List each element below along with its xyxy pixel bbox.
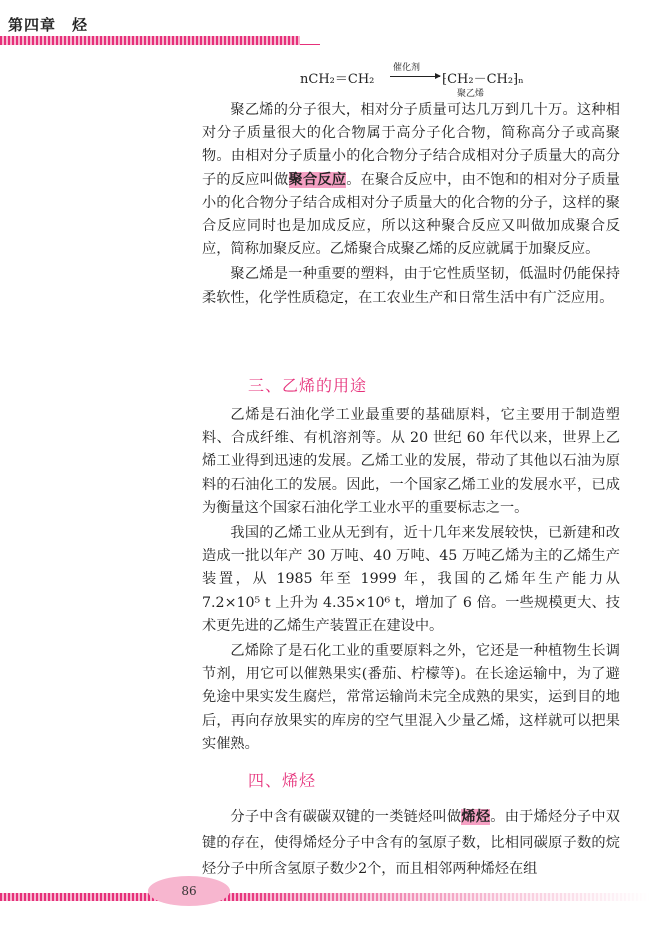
polymer-section xyxy=(202,99,620,310)
ethylene-uses-section xyxy=(202,404,620,756)
footer-decorative-bar xyxy=(0,893,650,901)
paragraph: 乙烯除了是石化工业的重要原料之外，它还是一种植物生长调节剂，用它可以催熟果实(番茄、柠檬等)。在长途运输中，为了避免途中果实发生腐烂，常常运输尚未完全成熟的果实，运到目的地后，再向存放果实的库房的空气里混入少量乙烯，这样就可以把果实催熟。 xyxy=(202,643,620,752)
alkene-section xyxy=(202,804,620,882)
text-run: 。在聚合反应中，由不饱和的相对分子质量小的化合物分子结合成相对分子质量大的化合物的分子，这样的聚合反应同时也是加成反应，所以这种聚合反应又叫做加成聚合反应，简称加聚反应。乙烯聚合成聚乙烯的反应就属于加聚反应。 xyxy=(202,171,620,258)
polymerization-equation xyxy=(300,63,560,100)
paragraph: 我国的乙烯工业从无到有，近十几年来发展较快，已新建和改造成一批以年产 30 万吨、40 万吨、45 万吨乙烯为主的乙烯生产装置，从 1985 年至 1999 年，我国的乙烯年生产能力从 7.2×10⁵ t 上升为 4.35×10⁶ t，增加了 6 倍。一些规模更大、技术更先进的乙烯生产装置正在建设中。 xyxy=(202,525,620,634)
header-rule xyxy=(300,44,320,45)
equation-product-name: 聚乙烯 xyxy=(457,89,485,99)
page-number-badge xyxy=(148,876,230,906)
equation-reactant: nCH₂＝CH₂ xyxy=(300,72,375,87)
equation-product: ⁅CH₂－CH₂⁆ₙ xyxy=(442,72,524,87)
header-decorative-bar xyxy=(0,36,300,45)
equation-catalyst: 催化剂 xyxy=(393,63,421,73)
page-number: 86 xyxy=(181,884,197,898)
paragraph: 聚乙烯是一种重要的塑料，由于它性质坚韧，低温时仍能保持柔软性，化学性质稳定，在工农业生产和日常生活中有广泛应用。 xyxy=(202,266,620,306)
key-term-alkene: 烯烃 xyxy=(461,809,491,825)
key-term-polymerization: 聚合反应 xyxy=(288,171,347,188)
chapter-title: 第四章 烃 xyxy=(8,16,89,34)
section-heading: 三、乙烯的用途 xyxy=(248,376,368,395)
paragraph xyxy=(202,99,620,261)
reaction-arrow-icon xyxy=(390,76,440,77)
paragraph: 乙烯是石油化学工业最重要的基础原料，它主要用于制造塑料、合成纤维、有机溶剂等。从 20 世纪 60 年代以来，世界上乙烯工业得到迅速的发展。乙烯工业的发展，带动了其他以石油为原料的石油化工的发展。因此，一个国家乙烯工业的发展水平，已成为衡量这个国家石油化学工业水平的重要标志之一。 xyxy=(202,407,620,516)
paragraph xyxy=(202,804,620,882)
text-run: 聚乙烯的分子很大，相对分子质量可达几万到几十万。这种相对分子质量很大的化合物属于高分子化合物，简称高分子或高聚物。由相对分子质量小的化合物分子结合成相对分子质量大的高分子的反应叫做 xyxy=(202,102,620,188)
text-run: 分子中含有碳碳双键的一类链烃叫做 xyxy=(230,809,462,825)
section-heading: 四、烯烃 xyxy=(248,771,317,790)
text-run: 。由于烯烃分子中双键的存在，使得烯烃分子中含有的氢原子数，比相同碳原子数的烷烃分子中所含氢原子数少2个，而且相邻两种烯烃在组 xyxy=(202,809,620,877)
